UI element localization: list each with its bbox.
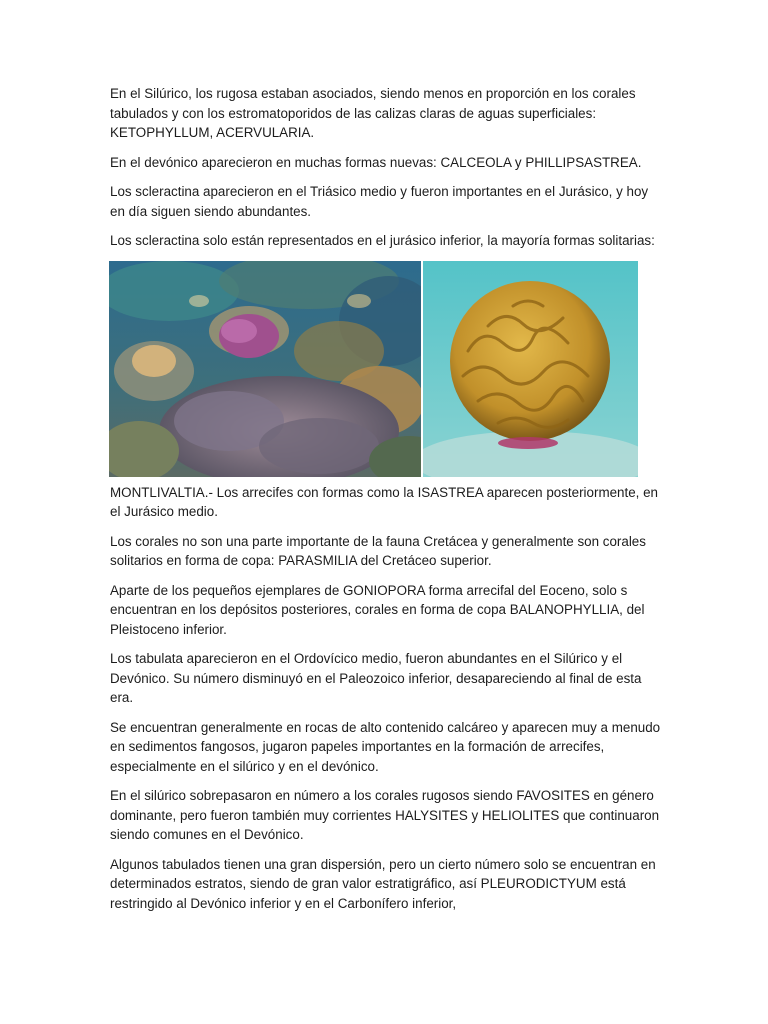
coral-reef-illustration bbox=[109, 261, 421, 477]
paragraph-favosites: En el silúrico sobrepasaron en número a los corales rugosos siendo FAVOSITES en género dominante, pero fueron también muy corrientes HALYSITES y HELIOLITES que continuaron siendo comunes en el Devónico. bbox=[110, 788, 660, 842]
paragraph-goniopora: Aparte de los pequeños ejemplares de GONIOPORA forma arrecifal del Eoceno, solo s encuentran en los depósitos posteriores, corales en forma de copa BALANOPHYLLIA, del Pleistoceno inferior. bbox=[110, 582, 645, 637]
paragraph-silurico-rugosa: En el Silúrico, los rugosa estaban asociados, siendo menos en proporción en los corales tabulados y con los estromatoporidos de las calizas claras de aguas superficiales: KETOPHYLLUM, ACERVULARIA. bbox=[110, 86, 636, 140]
paragraph-scleractina-jurasico: Los scleractina solo están representados en el jurásico inferior, la mayoría formas solitarias: bbox=[110, 233, 655, 248]
paragraph-rocas-calcareo: Se encuentran generalmente en rocas de alto contenido calcáreo y aparecen muy a menudo en sedimentos fangosos, jugaron papeles importantes en la formación de arrecifes, especialmente en el silúrico y en el devónico. bbox=[110, 719, 661, 774]
document-page bbox=[110, 84, 666, 923]
paragraph-scleractina-triasico: Los scleractina aparecieron en el Triásico medio y fueron importantes en el Jurásico, y hoy en día siguen siendo abundantes. bbox=[110, 184, 649, 219]
paragraph-tabulata: Los tabulata aparecieron en el Ordovícico medio, fueron abundantes en el Silúrico y el Devónico. Su número disminuyó en el Paleozoico inferior, desapareciendo al final de esta era. bbox=[110, 651, 642, 705]
paragraph-montlivaltia: MONTLIVALTIA.- Los arrecifes con formas como la ISASTREA aparecen posteriormente, en el Jurásico medio. bbox=[110, 484, 658, 519]
paragraph-cretacea: Los corales no son una parte importante de la fauna Cretácea y generalmente son corales solitarios en forma de copa: PARASMILIA del Cretáceo superior. bbox=[110, 533, 646, 568]
brain-coral-illustration bbox=[423, 261, 638, 477]
coral-photos bbox=[109, 261, 666, 477]
coral-reef-photo bbox=[109, 261, 421, 477]
brain-coral-photo bbox=[423, 261, 638, 477]
paragraph-devonico: En el devónico aparecieron en muchas formas nuevas: CALCEOLA y PHILLIPSASTREA. bbox=[110, 154, 642, 170]
paragraph-pleurodictyum: Algunos tabulados tienen una gran dispersión, pero un cierto número solo se encuentran en determinados estratos, siendo de gran valor estratigráfico, así PLEURODICTYUM está restringido al Devónico inferior y en el Carbonífero inferior, bbox=[110, 856, 656, 911]
